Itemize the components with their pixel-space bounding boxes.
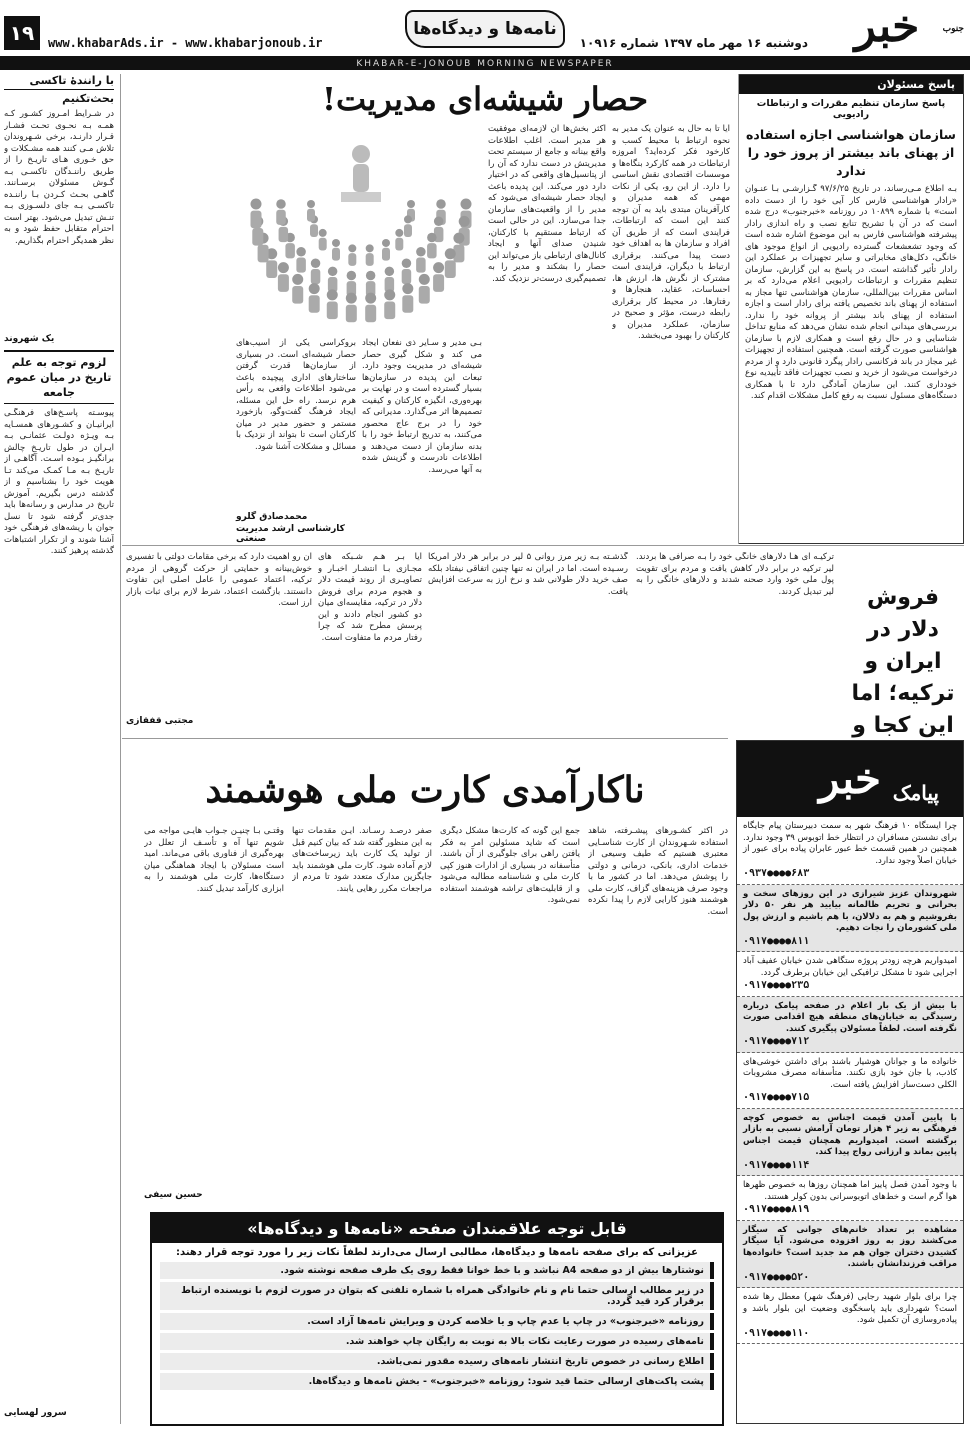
sms-text: چرا ایستگاه ۱۰ فرهنگ شهر به سمت دبیرستان پیام جایگاه برای نشستن مسافران در انتظار خط اتوبوس ۳۹ وجود ندارد. همچنین در همین قسمت خط عبور عابران پیاده برای عبور از خیابان اصلاً وجود ندارد.	[743, 821, 957, 866]
divider-under-main	[122, 545, 964, 546]
left-divider	[120, 74, 121, 1424]
person-figure	[327, 289, 338, 319]
taxi-title: با رانندۀ تاکسی	[4, 74, 114, 90]
person-figure	[346, 293, 357, 323]
sms-phone: ۰۹۱۷●●●●۲۳۵	[743, 980, 810, 991]
sms-text: با بیش از یک بار اعلام در صفحه پیامک درباره رسیدگی به خیابان‌های منطقه هیچ اقدامی صورت نگرفته است. لطفاً مسئولان پیگیری کنند.	[743, 1000, 957, 1034]
logo-text: خبر	[854, 1, 920, 52]
section-title: نامه‌ها و دیدگاه‌ها	[405, 10, 565, 48]
main-article-col3: بـی مدیر و سـایر ذی نفعان ایجاد می کند و شکل گیری حصار شیشه‌ای در مدیریت وجود دارد. تبعات این پدیده در سازمان‌ها بسیار گسترده است و در نهایت بر بهره‌وری، انگیزه کارکنان و کیفیت تصمیم‌ها اثر می‌گذارد. مدیرانی که خود را در برج عاج محصور می‌کنند، به تدریج ارتباط خود را با بدنه سازمان از دست می‌دهند و اطلاعات نادرست و گزینش شده به آنها می‌رسد.	[362, 338, 482, 475]
sms-logo-text: خبر	[819, 754, 881, 803]
person-figure	[278, 262, 289, 292]
person-figure	[433, 262, 444, 292]
sms-list	[737, 817, 963, 1344]
main-article-col4: بروکراسی یکی از آسیب‌های حصار شیشه‌ای است. در بسیاری از سازمان‌ها قدرت گرفتن ساختارهای اداری پیچیده باعث می‌شود اطلاعات واقعی به رأس هرم نرسد. راه حل این مسئله، ایجاد فرهنگ گفت‌وگو، بازخورد مستمر و حضور مدیر در میان کارکنان است تا بتواند از نزدیک با مسائل و مشکلات آشنا شود.	[236, 338, 356, 452]
sms-phone: ۰۹۱۷●●●●۱۱۰	[743, 1327, 810, 1339]
person-figure	[382, 239, 390, 261]
person-figure	[309, 283, 320, 313]
history-title: لزوم توجه به علم تاریخ در میان عموم جامعه	[4, 350, 114, 404]
notice-rule: روزنامه «خبرجنوب» در چاپ یا عدم چاپ و یا خلاصه کردن و ویرایش نامه‌ها آزاد است.	[160, 1313, 714, 1330]
main-article-headline: حصار شیشه‌ای مدیریت!	[322, 80, 648, 118]
sms-item	[737, 997, 963, 1053]
officials-response-headline: سازمان هواشناسی اجازه استفاده از پهنای باند بیشتر از پروز خود را ندارد	[746, 127, 956, 178]
person-figure	[395, 229, 403, 251]
person-figure	[276, 199, 286, 225]
page-number: ۱۹	[4, 16, 40, 50]
person-figure	[404, 215, 412, 237]
history-body: پیوسـته پاسـخ‌های فرهنگـی ایرانیـان و کشـورهای همسـایه بـه ویـژه دولـت عثمانـی بـه ایـران در طول تاریـخ چالش برانگیـز بـوده اسـت. آگاهـی از تاریـخ بـه مـا کمـک می‌کند تـا هویت خود را بشناسیم و از گذشته درس بگیریم. آموزش تاریخ در مدارس و رسانه‌ها باید جدی‌تر گرفته شود تا نسل جوان با ریشه‌های فرهنگی خود آشنا شوند و از تکرار اشتباهات گذشته پرهیز کنند.	[4, 408, 114, 556]
person-figure	[332, 239, 340, 261]
person-figure	[328, 267, 338, 293]
sms-phone: ۰۹۱۷●●●●۷۱۵	[743, 1092, 810, 1103]
person-figure	[384, 289, 395, 319]
card-article-col2: جمع این گونه که کارت‌ها مشکل دیگری است که شاید مسئولین امر به فکر یافتن راهی برای جلوگیری از آن باشند. متأسفانه در بسیاری از ادارات هنوز کپی کارت ملی و شناسنامه مطالبه می‌شود و از قابلیت‌های تراشه هوشمند استفاده نمی‌شود.	[440, 826, 580, 905]
submission-notice	[150, 1212, 724, 1426]
sms-text: با وجود آمدن فصل پاییز اما همچنان روزها به خصوص ظهرها هوا گرم است و خط‌های اتوبوسرانی بدون کولر هستند.	[743, 1180, 957, 1202]
sms-item	[737, 1176, 963, 1221]
dollar-article-col4: آن رو اهمیت دارد که برخی مقامات دولتی با تفسیری خوش‌بینانه و حمایتی از حرکت گروهی از مردم ترکیه، اعتماد عمومی را عامل اصلی این تفاوت دانستند. بازگشت اعتماد، شرط لازم برای ثبات بازار ارز است.	[126, 552, 312, 608]
notice-rule: اطلاع رسانی در خصوص تاریخ انتشار نامه‌های رسیده مقدور نمی‌باشد.	[160, 1353, 714, 1370]
taxi-body: در شـرایط امـروز کشـور کـه همـه بـه نحـوی تحـت فشـار قـرار دارنـد، برخی شـهروندان تلاش مـی کنند همه مشـکلات و حق خـوری هـای تاریـخ را از طریق راننـدگان تاکسـی بـه گـوش مسئولان برسـانند. گاهـی بحـث کـردن بـا راننـده تاکسـی بـه جای دلسـوزی بـه تنـش تبدیل می‌شود. بهتر است احترام متقابل حفظ شود و به نظر همدیگر احترام بگذاریم.	[4, 109, 114, 246]
person-figure	[366, 271, 376, 297]
notice-rule: در زیر مطالب ارسالی حتما نام و نام خانوادگی همراه با شماره تلفنی که بتوان در صورت لزوم با نویسنده ارتباط برقرار کرد قید گردد.	[160, 1282, 714, 1310]
person-figure	[311, 259, 321, 285]
person-figure	[366, 244, 374, 266]
sms-text: چرا برای بلوار شهید رجایی (فرهنگ شهر) معطل رها شده است؟ شهرداری باید پاسخگوی وضعیت این بلوار باشد و پیاده‌روسازی آن تکمیل شود.	[743, 1292, 957, 1325]
main-article-author-title: کارشناسی ارشد مدیریت صنعتی	[236, 524, 345, 544]
taxi-author: یک شهروند	[4, 334, 55, 344]
person-figure	[419, 274, 430, 304]
notice-rule: نامه‌های رسیده در صورت رعایت نکات بالا به نوبت به رایگان چاپ خواهند شد.	[160, 1333, 714, 1350]
taxi-subtitle: بحث‌تکنیم	[62, 92, 114, 105]
person-figure	[385, 267, 395, 293]
dollar-article-headline: فروش دلار در ایران و ترکیه؛ اما این کجا و	[851, 585, 955, 738]
person-figure	[251, 199, 262, 229]
sms-item	[737, 952, 963, 997]
sms-phone: ۰۹۳۷●●●●۶۸۳	[743, 868, 810, 879]
crowd-figures	[251, 199, 472, 323]
person-figure	[365, 293, 376, 323]
dollar-article-author: مجتبی قفقازی	[126, 716, 194, 726]
divider-under-dollar	[122, 738, 728, 739]
person-figure	[296, 247, 306, 273]
sms-text: خانواده ما و جوانان هوشیار باشند برای داشتن خوشی‌های کاذب، با جان خود بازی نکنند. متأسفانه مصرف مشروبات الکلی دست‌ساز افزایش یافته است.	[743, 1056, 957, 1090]
sms-item	[737, 1109, 963, 1177]
sms-item	[737, 885, 963, 953]
person-figure	[307, 200, 315, 222]
person-figure	[453, 233, 464, 263]
person-figure	[402, 283, 413, 313]
card-article-author: حسین سیفی	[144, 1190, 203, 1200]
officials-response-body: بـه اطلاع مـی‌رساند، در تاریخ ۹۷/۶/۲۵ گـزارشـی بـا عنـوان «رادار هواشناسی فارس کار آیی خود را از دست داده است» با شماره ۱۰۸۹۹ در روزنامه «خبرجنوب» درج شده است که در آن با تشریح تنابع نصب و راه اندازی رادار پیشرفته هواشناسی فارس به این موضوع اشاره شده است که وجود تشعشعات گسترده رادیویی از انواع موجود های خانگی، دکل‌های مخابراتی و سایر تجهیزات بر عملکرد این رادار تأثیر گذاشته است. در پاسخ به این گزارش، سازمان تنظیم مقررات و ارتباطات رادیویی اعلام می‌دارد که بر اساس مقررات بین‌المللی، سازمان هواشناسی تنها مجاز به استفاده از پهنای باند تخصیص یافته برای رادار است و اجازه استفاده از پهنای باند بیشتر از پروانه خود را ندارد. بررسی‌های میدانی انجام شده نشان می‌دهد که منابع تداخل شناسایی و در حال رفع است و همکاری لازم با سازمان هواشناسی صورت گرفته است. همچنین استفاده از تجهیزات غیر مجاز در باند فرکانسی رادار پیگرد قانونی دارد و از مردم درخواست می‌شود از خرید و نصب تجهیزات فاقد تأییدیه نوع خودداری کنند. این سازمان آمادگی دارد تا با همکاری دستگاه‌های مسئول نسبت به رفع کامل مشکلات اقدام کند.	[745, 184, 957, 401]
card-article-col1: در اکثر کشـورهای پیشـرفته، شاهد استفاده شـهروندان از کارت شناسـایی معتبری هستیم که طیف وسیعی از خدمات اداری، بانکی، درمانی و دولتی را پوشش می‌دهد. اما در کشور ما با وجود صرف هزینه‌های گزاف، کارت ملی هوشمند هنوز کارایی لازم را پیدا نکرده است.	[588, 826, 728, 917]
sms-phone: ۰۹۱۷●●●●۸۱۹	[743, 1204, 810, 1215]
person-figure	[402, 259, 412, 285]
person-figure	[348, 244, 356, 266]
right-divider-top	[738, 74, 739, 544]
sms-phone: ۰۹۱۷●●●●۸۱۱	[743, 935, 810, 947]
main-article-author: محمدصادق گلرو	[236, 512, 308, 522]
card-article-headline: ناکارآمدی کارت ملی هوشمند	[205, 769, 645, 811]
officials-response-header: پاسخ مسئولان	[739, 75, 963, 94]
sms-item	[737, 1288, 963, 1344]
sms-text: شهروندان عزیز شیرازی در این روزهای سخت و بحرانی و تحریم ظالمانه بیایید هر نفر ۵۰ دلار بفروشیم و هم به دلالان، با هم باشیم و ارزش پول ملی کشورمان را نجات دهیم.	[743, 888, 957, 933]
notice-rule: پشت پاکت‌های ارسالی حتما قید شود: روزنامه «خبرجنوب» - بخش نامه‌ها و دیدگاه‌ها.	[160, 1373, 714, 1390]
main-article-col1: آیا تا به حال به عنوان یک مدیر به نحوه ارتباط با محیط کسب و کارخود فکر کرده‌اید؟ امروزه ارتباطات در همه کارکرد بنگاه‌ها و موسسات اقتصادی نقش اساسی را دارد. از این رو، یکی از نکات مهمی که همه مدیران و کارآفرینان مبتدی باید به آن توجه کنند این است که ارتباطات، فرایندی است که از طریق آن افراد و سازمان ها به اهداف خود دست پیدا می‌کنند. برقراری ارتباط با دیگران، فرایندی است مشترک از نگرش ها، ارزش ها، احساسات، عقاید، هنجارها و رفتارها. در محیط کار برقراری رابطه درست، مؤثر و صحیح در سازمان، عملکرد مدیران و کارکنان را بهبود می‌بخشد.	[612, 124, 730, 341]
card-article-col4: وقتـی بـا چنیـن جـواب هایـی مواجه می شویم تنها آه و تأسـف از تعلل در بهره‌گیری از فناوری باقی می‌ماند. امید است مسئولان با ایجاد هماهنگی میان دستگاه‌ها، کارت ملی هوشمند را به ابزاری کارآمد تبدیل کنند.	[144, 826, 284, 894]
dollar-article-col2: گذشـته بـه زیر مرز روانی ۵ لیر در برابر هر دلار آمریکا رسـیده است. اما در ایران نه تنها چنین اتفاقی نیفتاد بلکه صف خرید دلار طولانی شد و نرخ ارز به سرعت افزایش یافت.	[428, 552, 628, 597]
logo-small: جنوب	[942, 24, 964, 34]
dollar-article-col1: ترکیـه ای هـا دلارهای خانگی خود را بـه صرافی ها بردند. لیر ترکیه در برابر دلار کاهش یافت و مردم برای تقویت پول ملی خود وارد صحنه شدند و دلارهای خانگی را به لیر تبدیل کردند.	[636, 552, 834, 597]
main-article-col2: اکثر بخش‌ها آن لازمه‌ای موفقیت هر مدیر است. اغلب اطلاعات واقع بینانه و جامع از سیستم تحت مدیریتش در دست ندارد که آن را از پتانسیل‌های واقعی که در اختیار دارد دور می‌کند. این پدیده باعث ایجاد حصار شیشه‌ای می‌شود که مدیر را از واقعیت‌های سازمان جدا می‌سازد. این در حالی است که ارتباط مستقیم با کارکنان، شنیدن صدای آنها و ایجاد کانال‌های ارتباطی باز می‌تواند این حصار را بشکند و مدیر را به تصمیم‌گیری درست‌تر نزدیک کند.	[488, 124, 606, 284]
notice-rule: نوشتارها بیش از دو صفحه A4 نباشد و با خط خوانا فقط روی یک طرف صفحه نوشته شود.	[160, 1262, 714, 1279]
person-figure	[319, 229, 327, 251]
person-figure	[416, 247, 426, 273]
sms-text: امیدواریم هرچه زودتر پروژه ستگاهی شدن خیابان عفیف آباد اجرایی شود تا مشکل ترافیکی این خیابان برطرف گردد.	[743, 956, 957, 978]
officials-response-box	[738, 74, 964, 544]
sms-text: مشاهده بر تعداد خانم‌های جوانی که سیگار می‌کشند روز به روز افزوده می‌شود. آیا سیگار کشیدن دختران جوان هم مد جدید است؟ خانواده‌ها مراقب فرزندانشان باشند.	[743, 1224, 957, 1269]
notice-title: قابل توجه علاقمندان صفحه «نامه‌ها و دیدگاه‌ها»	[152, 1214, 722, 1243]
people-crowd-illustration	[236, 124, 486, 334]
left-column	[4, 74, 114, 1418]
person-figure	[347, 271, 357, 297]
person-figure	[427, 233, 437, 259]
person-figure	[445, 248, 456, 278]
sms-item	[737, 1053, 963, 1109]
notice-intro: عزیزانی که برای صفحه نامه‌ها و دیدگاه‌ها، مطالبی ارسال می‌دارند لطفاً نکات زیر را مورد توجه قرار دهند:	[176, 1247, 698, 1258]
sms-logo	[737, 741, 963, 817]
newspaper-logo	[812, 2, 962, 54]
officials-response-kicker: پاسخ سازمان تنظیم مقررات و ارتباطات رادیویی	[756, 98, 946, 120]
card-article-col3: صفر درصـد رسـاند. ایـن مقدمات تنها به این منظور گفته شد که بیان کنیم قبل از تولید یک کارت باید زیرساخت‌های لازم آماده شود. کارت ملی هوشمند باید جایگزین مدارک متعدد شود تا مردم از مراجعات مکرر رهایی یابند.	[292, 826, 432, 894]
central-figure	[341, 145, 381, 202]
website-url[interactable]: www.khabarAds.ir - www.khabarjonoub.ir	[48, 36, 323, 50]
sms-phone: ۰۹۱۷●●●●۵۲۰	[743, 1271, 810, 1283]
dollar-article-col3: آیا بـر هـم شـبکه های مجـازی بـا انتشـار اخبـار و تصاویـری از روند قیمت دلار و هجوم مردم برای فروش دلار در ترکیه، مقایسه‌ای میان دو کشور انجام دادند و این پرسش مطرح شد که چرا رفتار مردم ما متفاوت است.	[318, 552, 422, 643]
notice-rules-list	[152, 1262, 722, 1390]
english-banner: KHABAR-E-JONOUB MORNING NEWSPAPER	[0, 58, 970, 70]
sms-phone: ۰۹۱۷●●●●۷۱۲	[743, 1036, 810, 1047]
sms-logo-label: پیامک	[892, 781, 939, 805]
person-figure	[292, 274, 303, 304]
history-author: سرور لهسایی	[4, 1408, 67, 1418]
sms-box	[736, 740, 964, 1424]
date-line: دوشنبه ۱۶ مهر ماه ۱۳۹۷ شماره ۱۰۹۱۶	[579, 36, 808, 50]
sms-item	[737, 1221, 963, 1289]
sms-text: با پایین آمدن قیمت اجناس به خصوص کوچه فرهنگی به زیر ۴ هزار تومان آرامش نسبی به بازار برگشته است. امیدواریم همچنان قیمت اجناس پایین بماند و ارزانی رواج پیدا کند.	[743, 1112, 957, 1157]
sms-phone: ۰۹۱۷●●●●۱۱۴	[743, 1159, 810, 1171]
